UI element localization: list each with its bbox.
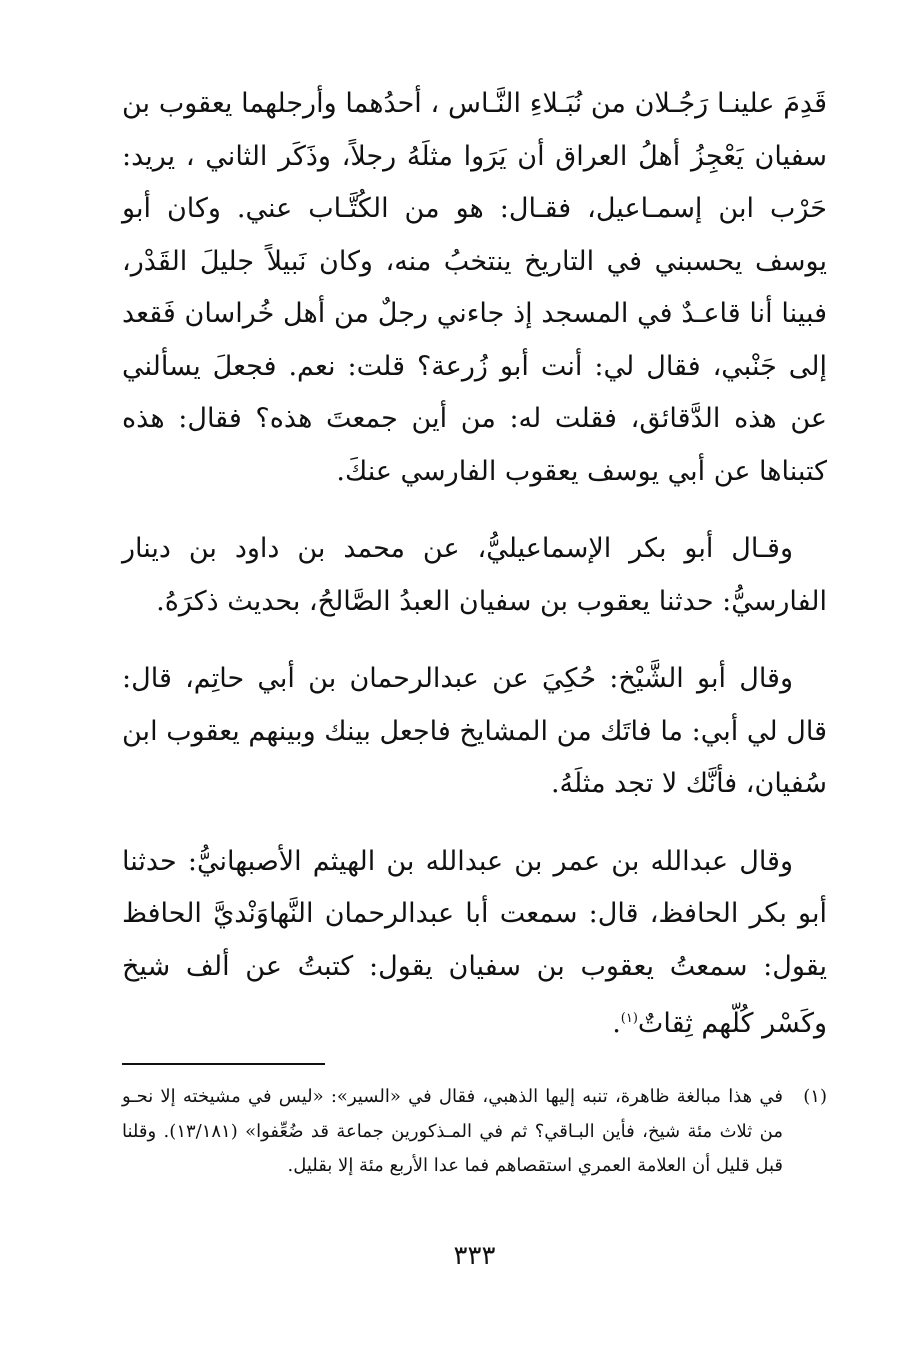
- main-text: [122, 78, 827, 1076]
- book-page: [122, 0, 827, 1349]
- paragraph-4-period: .: [612, 1008, 621, 1039]
- footnote-1: [122, 1080, 827, 1184]
- paragraph-4-text: وقال عبدالله بن عمر بن عبدالله بن الهيثم الأصبهانيُّ: حدثنا أبو بكر الحافظ، قال: سمعت أبا عبدالرحمان النَّهاوَنْديَّ الحافظ يقول: سمعتُ يعقوب بن سفيان يقول: كتبتُ عن ألف شيخ وكَسْر كُلّهم ثِقاتٌ: [122, 845, 827, 1039]
- paragraph-4: [122, 836, 827, 1051]
- footnote-reference: (١): [620, 1011, 638, 1026]
- footnote-marker: (١): [803, 1086, 827, 1107]
- footnote-text: في هذا مبالغة ظاهرة، تنبه إليها الذهبي، فقال في «السير»: «ليس في مشيخته إلا نحـو من ثلاث مئة شيخ، فأين البـاقي؟ ثم في المـذكورين جماعة قد ضُعِّفوا» (١٣/١٨١). وقلنا قبل قليل أن العلامة العمري استقصاهم فما عدا الأربع مئة إلا بقليل.: [122, 1086, 784, 1176]
- page-number: ٣٣٣: [453, 1241, 496, 1271]
- paragraph-2: وقـال أبو بكر الإسماعيليُّ، عن محمد بن داود بن دينار الفارسيُّ: حدثنا يعقوب بن سفيان العبدُ الصَّالحُ، بحديث ذكرَهُ.: [122, 533, 827, 617]
- paragraph-1: قَدِمَ علينـا رَجُـلان من نُبَـلاءِ النَّـاس ، أحدُهما وأرجلهما يعقوب بن سفيان يَعْجِزُ أهلُ العراق أن يَرَوا مثلَهُ رجلاً، وذَكَر الثاني ، يريد: حَرْب ابن إسمـاعيل، فقـال: هو من الكُتَّـاب عني. وكان أبو يوسف يحسبني في التاريخ ينتخبُ منه، وكان نَبيلاً جليلَ القَدْر، فبينا أنا قاعـدٌ في المسجد إذ جاءني رجلٌ من أهل خُراسان فَقعد إلى جَنْبي، فقال لي: أنت أبو زُرعة؟ قلت: نعم. فجعلَ يسألني عن هذه الدَّقائق، فقلت له: من أين جمعتَ هذه؟ فقال: هذه كتبناها عن أبي يوسف يعقوب الفارسي عنكَ.: [122, 88, 828, 487]
- paragraph-3: وقال أبو الشَّيْخ: حُكِيَ عن عبدالرحمان بن أبي حاتِم، قال: قال لي أبي: ما فاتَك من المشايخ فاجعل بينك وبينهم يعقوب ابن سُفيان، فأنَّك لا تجد مثلَهُ.: [122, 663, 827, 799]
- footnotes: [122, 1080, 827, 1184]
- footnote-separator: [122, 1063, 325, 1065]
